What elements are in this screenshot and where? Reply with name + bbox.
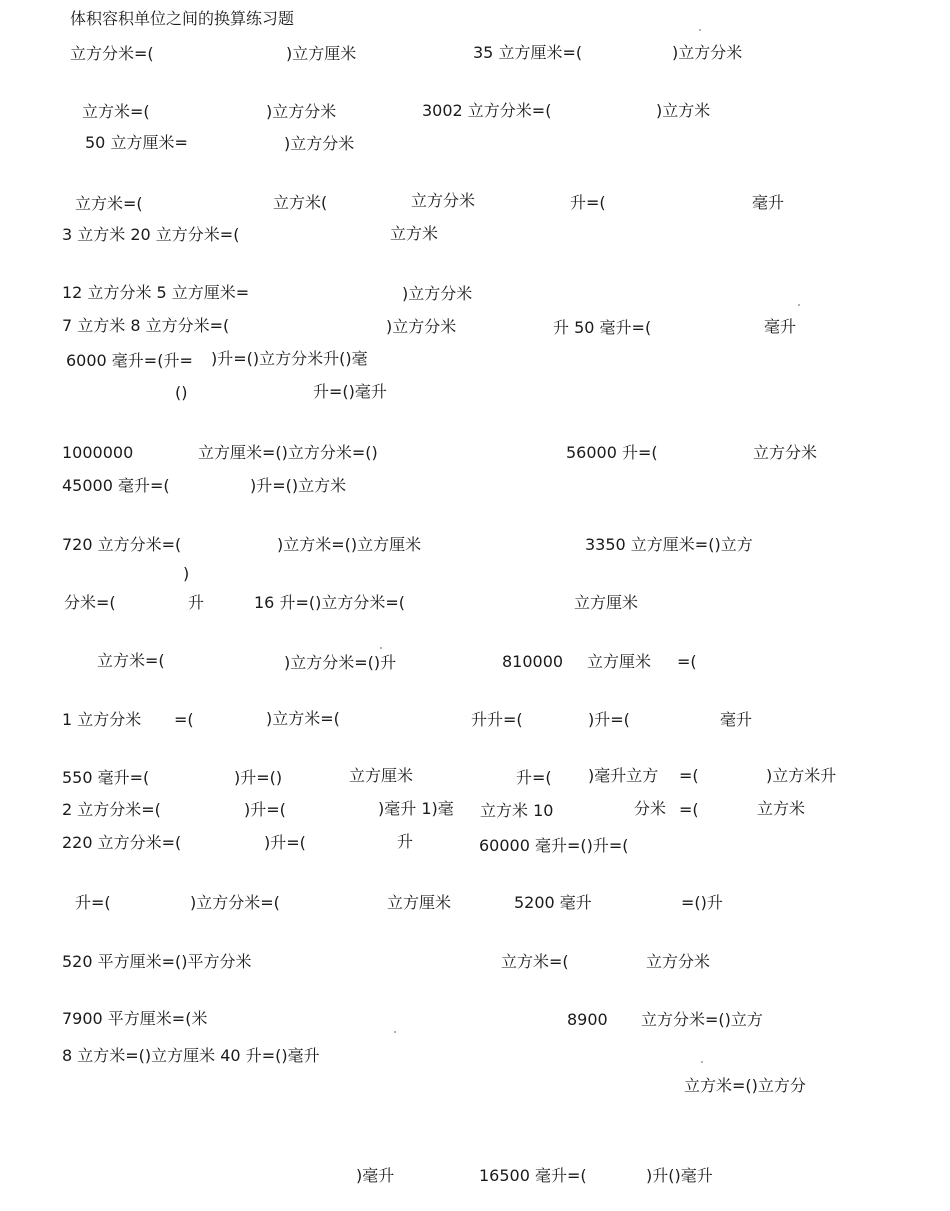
exercise-text: 立方米=(: [82, 102, 150, 121]
exercise-text: 12 立方分米 5 立方厘米=: [62, 283, 250, 302]
exercise-text: 立方分米: [753, 443, 818, 462]
exercise-text: 立方米=(: [75, 194, 143, 213]
exercise-text: =(: [679, 800, 699, 819]
exercise-text: 3 立方米 20 立方分米=(: [62, 225, 240, 244]
worksheet-title: 体积容积单位之间的换算练习题: [70, 9, 295, 28]
exercise-text: =(: [679, 766, 699, 785]
exercise-text: 1 立方分米: [62, 710, 142, 729]
exercise-text: 35 立方厘米=(: [473, 43, 583, 62]
scan-speck: [394, 1031, 396, 1033]
exercise-text: 60000 毫升=()升=(: [479, 836, 629, 855]
exercise-text: 立方分米: [411, 191, 476, 210]
exercise-text: 立方米: [757, 799, 806, 818]
exercise-text: )升=(): [234, 768, 283, 787]
exercise-text: )毫升立方: [588, 766, 659, 785]
exercise-text: 毫升: [752, 193, 785, 212]
exercise-text: 升=(: [516, 768, 552, 787]
exercise-text: 立方厘米: [387, 893, 452, 912]
scan-speck: [380, 647, 382, 649]
exercise-text: )立方分米: [284, 134, 355, 153]
exercise-text: 升=()毫升: [313, 382, 387, 401]
exercise-text: 6000 毫升=(升=: [66, 351, 193, 370]
exercise-text: )升=()立方米: [250, 476, 347, 495]
exercise-text: 毫升: [764, 317, 797, 336]
exercise-text: 56000 升=(: [566, 443, 658, 462]
exercise-text: 720 立方分米=(: [62, 535, 182, 554]
exercise-text: 分米=(: [64, 593, 116, 612]
exercise-text: 5200 毫升: [514, 893, 592, 912]
exercise-text: 升 50 毫升=(: [553, 318, 652, 337]
exercise-text: )立方分米=()升: [284, 653, 397, 672]
exercise-text: )立方米升: [766, 766, 837, 785]
exercise-text: 810000: [502, 652, 564, 671]
exercise-text: 2 立方分米=(: [62, 800, 161, 819]
exercise-text: 立方米 10: [480, 801, 554, 820]
exercise-text: 立方厘米=()立方分米=(): [198, 443, 378, 462]
exercise-text: 立方米=(: [97, 651, 165, 670]
exercise-text: )毫升: [356, 1166, 395, 1185]
exercise-text: )立方米=()立方厘米: [277, 535, 422, 554]
exercise-text: 升=(: [570, 193, 606, 212]
scan-speck: [699, 29, 701, 31]
exercise-text: 8 立方米=()立方厘米 40 升=()毫升: [62, 1046, 320, 1065]
exercise-text: 立方厘米: [349, 766, 414, 785]
exercise-text: 立方分米=(: [70, 44, 154, 63]
exercise-text: 3002 立方分米=(: [422, 101, 552, 120]
exercise-text: 毫升: [720, 710, 753, 729]
exercise-text: )升()毫升: [646, 1166, 713, 1185]
exercise-text: 520 平方厘米=()平方分米: [62, 952, 252, 971]
exercise-text: )升=()立方分米升()毫: [211, 349, 368, 368]
exercise-text: 1000000: [62, 443, 134, 462]
exercise-text: )立方厘米: [286, 44, 357, 63]
exercise-text: 立方米=(: [501, 952, 569, 971]
exercise-text: 8900: [567, 1010, 608, 1029]
exercise-text: 550 毫升=(: [62, 768, 150, 787]
exercise-text: 升: [188, 593, 205, 612]
exercise-text: )立方分米=(: [190, 893, 280, 912]
exercise-text: )立方分米: [402, 284, 473, 303]
exercise-text: 3350 立方厘米=()立方: [585, 535, 753, 554]
exercise-text: )毫升 1)毫: [378, 799, 454, 818]
exercise-text: 升: [397, 832, 414, 851]
exercise-text: 升=(: [75, 893, 111, 912]
exercise-text: 50 立方厘米=: [85, 133, 188, 152]
scan-speck: [701, 1061, 703, 1063]
exercise-text: 16 升=()立方分米=(: [254, 593, 405, 612]
exercise-text: )立方米: [656, 101, 711, 120]
exercise-text: 立方米: [390, 224, 439, 243]
exercise-text: 7 立方米 8 立方分米=(: [62, 316, 230, 335]
exercise-text: )立方米=(: [266, 709, 340, 728]
exercise-text: 立方米(: [273, 193, 328, 212]
exercise-text: 立方厘米: [587, 652, 652, 671]
exercise-text: (): [175, 383, 188, 402]
exercise-text: 45000 毫升=(: [62, 476, 170, 495]
exercise-text: )立方分米: [266, 102, 337, 121]
exercise-text: )升=(: [244, 800, 286, 819]
exercise-text: 分米: [634, 799, 667, 818]
exercise-text: =(: [174, 710, 194, 729]
exercise-text: 立方分米=()立方: [641, 1010, 763, 1029]
exercise-text: )升=(: [264, 833, 306, 852]
exercise-text: )立方分米: [672, 43, 743, 62]
exercise-text: 立方分米: [646, 952, 711, 971]
exercise-text: 7900 平方厘米=(米: [62, 1009, 208, 1028]
exercise-text: =()升: [681, 893, 723, 912]
exercise-text: 立方厘米: [574, 593, 639, 612]
exercise-text: 升升=(: [471, 710, 523, 729]
exercise-text: )升=(: [588, 710, 630, 729]
scan-speck: [798, 304, 800, 306]
exercise-text: 16500 毫升=(: [479, 1166, 587, 1185]
exercise-text: 立方米=()立方分: [684, 1076, 806, 1095]
exercise-text: ): [183, 564, 190, 583]
exercise-text: 220 立方分米=(: [62, 833, 182, 852]
exercise-text: )立方分米: [386, 317, 457, 336]
exercise-text: =(: [677, 652, 697, 671]
